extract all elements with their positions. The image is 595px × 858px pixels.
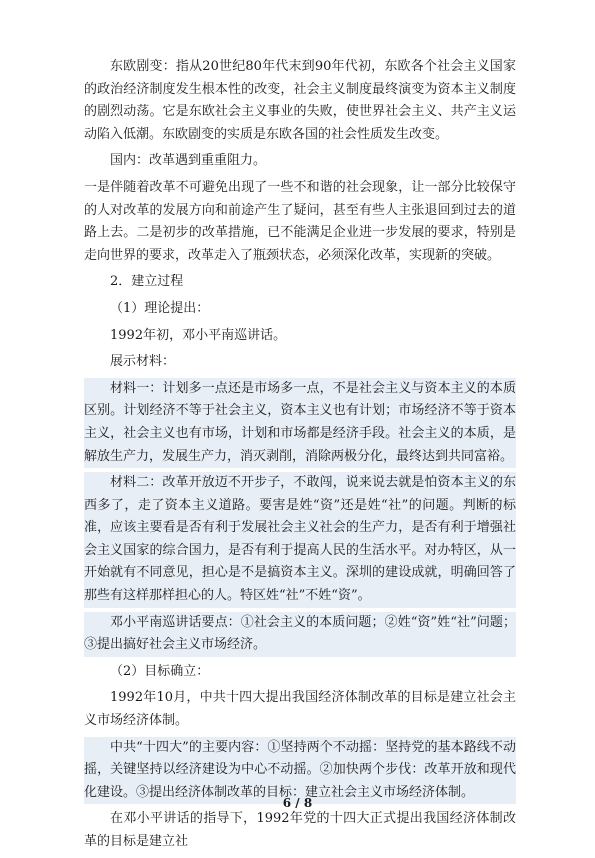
material-two: 材料二：改革开放迈不开步子，不敢闯，说来说去就是怕资本主义的东西多了，走了资本主义道路。要害是姓“资”还是姓“社”的问题。判断的标准，应该主要看是否有利于发展社会主义社会的生产力，是否有利于增强社会主义国家的综合国力，是否有利于提高人民的生活水平。对办特区，从一开始就有不同意见，担心是不是搞资本主义。深圳的建设成就，明确回答了那些有这样那样担心的人。特区姓“社”不姓“资”。 bbox=[84, 472, 516, 608]
page-number: 6 / 8 bbox=[282, 796, 313, 810]
paragraph-congress-content: 中共“十四大”的主要内容：①坚持两个不动摇：坚持党的基本路线不动摇，关键坚持以经济建设为中心不动摇。②加快两个步伐：改革开放和现代化建设。③提出经济体制改革的目标：建立社会主义市场经济体制。 bbox=[84, 737, 516, 805]
paragraph-conclusion: 在邓小平讲话的指导下，1992年党的十四大正式提出我国经济体制改革的目标是建立社 bbox=[84, 811, 516, 849]
subheading-theory: （1）理论提出： bbox=[110, 300, 210, 316]
paragraph-southern-tour: 1992年初，邓小平南巡讲话。 bbox=[110, 327, 287, 343]
paragraph-domestic: 国内：改革遇到重重阻力。 bbox=[110, 153, 267, 169]
paragraph-fourteenth-congress: 1992年10月，中共十四大提出我国经济体制改革的目标是建立社会主义市场经济体制。 bbox=[84, 690, 516, 729]
paragraph-speech-points: 邓小平南巡讲话要点：①社会主义的本质问题；②姓“资”姓“社”问题；③提出搞好社会主义市场经济。 bbox=[84, 612, 516, 657]
subheading-goal: （2）目标确立： bbox=[110, 663, 210, 679]
document-body bbox=[84, 56, 516, 858]
paragraph-eastern-europe: 东欧剧变：指从20世纪80年代末到90年代初，东欧各个社会主义国家的政治经济制度发生根本性的改变，社会主义制度最终演变为资本主义制度的剧烈动荡。它是东欧社会主义事业的失败，使世界社会主义、共产主义运动陷入低潮。东欧剧变的实质是东欧各国的社会性质发生改变。 bbox=[84, 59, 516, 142]
paragraph-reform-resistance: 一是伴随着改革不可避免出现了一些不和谐的社会现象，让一部分比较保守的人对改革的发展方向和前途产生了疑问，甚至有些人主张退回到过去的道路上去。二是初步的改革措施，已不能满足企业进一步发展的要求，特别是走向世界的要求，改革走入了瓶颈状态，必须深化改革，实现新的突破。 bbox=[84, 179, 516, 263]
paragraph-show-material: 展示材料： bbox=[110, 354, 176, 370]
material-one: 材料一：计划多一点还是市场多一点，不是社会主义与资本主义的本质区别。计划经济不等于社会主义，资本主义也有计划；市场经济不等于资本主义，社会主义也有市场，计划和市场都是经济手段。社会主义的本质，是解放生产力，发展生产力，消灭剥削，消除两极分化，最终达到共同富裕。 bbox=[84, 378, 516, 468]
section-heading-process: 2．建立过程 bbox=[110, 274, 184, 290]
